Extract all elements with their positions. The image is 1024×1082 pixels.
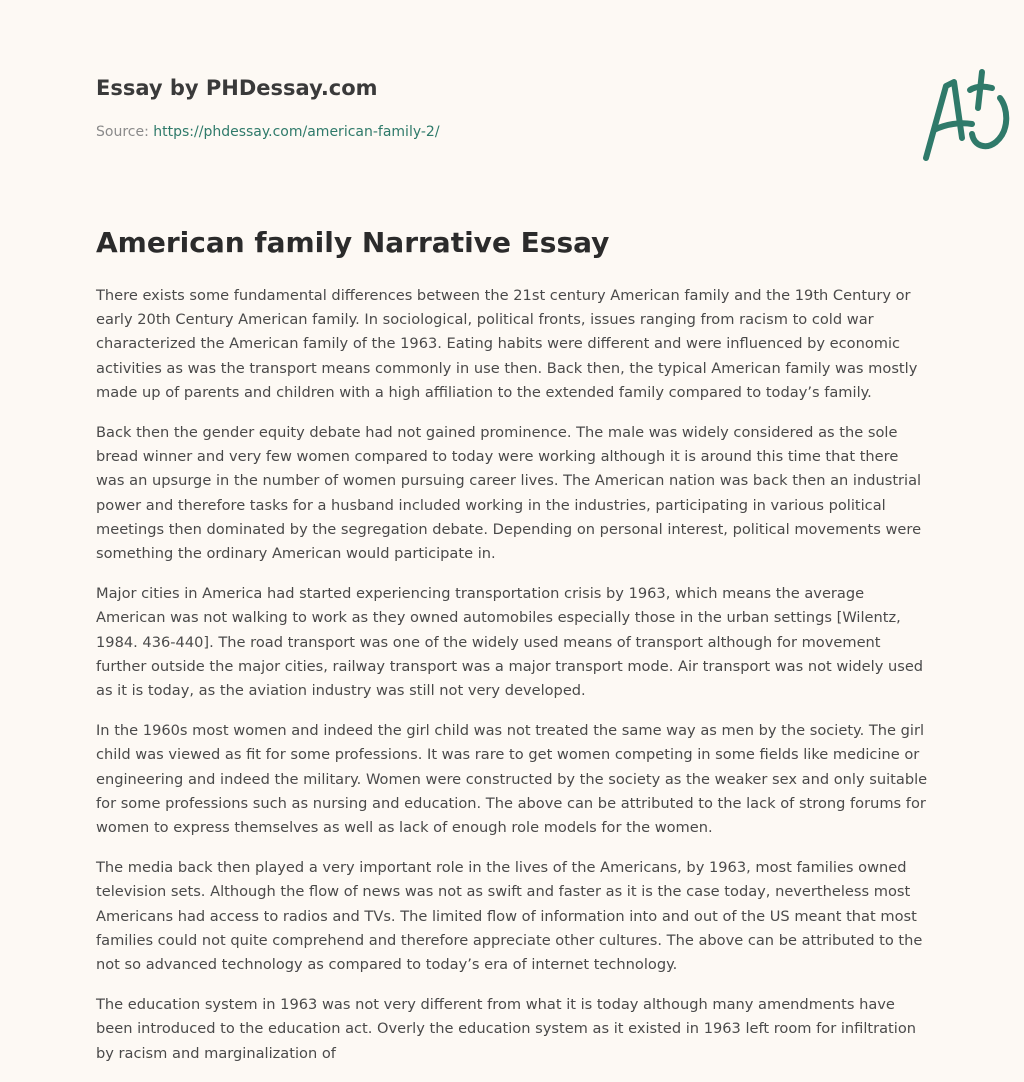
essay-paragraph: Major cities in America had started experiencing transportation crisis by 1963, which means the average American was not walking to work as they owned automobiles especially those in the urban settings [Wilentz, 1984. 436-440]. The road transport was one of the widely used means of transport although for movement further outside the major cities, railway transport was a major transport mode. Air transport was not widely used as it is today, as the aviation industry was still not very developed.	[96, 585, 924, 700]
essay-paragraph: There exists some fundamental differences between the 21st century American family and the 19th Century or early 20th Century American family. In sociological, political fronts, issues ranging from racism to cold war characterized the American family of the 1963. Eating habits were different and were influenced by economic activities as was the transport means commonly in use then. Back then, the typical American family was mostly made up of parents and children with a high affiliation to the extended family compared to today’s family.	[96, 287, 918, 401]
a-plus-logo-icon	[916, 68, 1020, 164]
essay-paragraph: The media back then played a very important role in the lives of the Americans, by 1963, most families owned television sets. Although the flow of news was not as swift and faster as it is the case today, nevertheless most Americans had access to radios and TVs. The limited flow of information into and out of the US meant that most families could not quite comprehend and therefore appreciate other cultures. The above can be attributed to the not so advanced technology as compared to today’s era of internet technology.	[96, 859, 923, 974]
essay-paragraph: Back then the gender equity debate had not gained prominence. The male was widely considered as the sole bread winner and very few women compared to today were working although it is around this time that there was an upsurge in the number of women pursuing career lives. The American nation was back then an industrial power and therefore tasks for a husband included working in the industries, participating in various political meetings then dominated by the segregation debate. Depending on personal interest, political movements were something the ordinary American would participate in.	[96, 424, 922, 563]
source-label: Source:	[96, 124, 154, 140]
essay-title: American family Narrative Essay	[96, 226, 610, 259]
site-title: Essay by PHDessay.com	[96, 76, 378, 100]
essay-paragraph: The education system in 1963 was not very different from what it is today although many amendments have been introduced to the education act. Overly the education system as it existed in 1963 left room for infiltration by racism and marginalization of	[96, 996, 917, 1062]
essay-paragraph: In the 1960s most women and indeed the girl child was not treated the same way as men by the society. The girl child was viewed as fit for some professions. It was rare to get women competing in some fields like medicine or engineering and indeed the military. Women were constructed by the society as the weaker sex and only suitable for some professions such as nursing and education. The above can be attributed to the lack of strong forums for women to express themselves as well as lack of enough role models for the women.	[96, 722, 928, 837]
source-line	[96, 124, 440, 140]
essay-body	[96, 284, 928, 1082]
source-link[interactable]: https://phdessay.com/american-family-2/	[153, 124, 440, 140]
